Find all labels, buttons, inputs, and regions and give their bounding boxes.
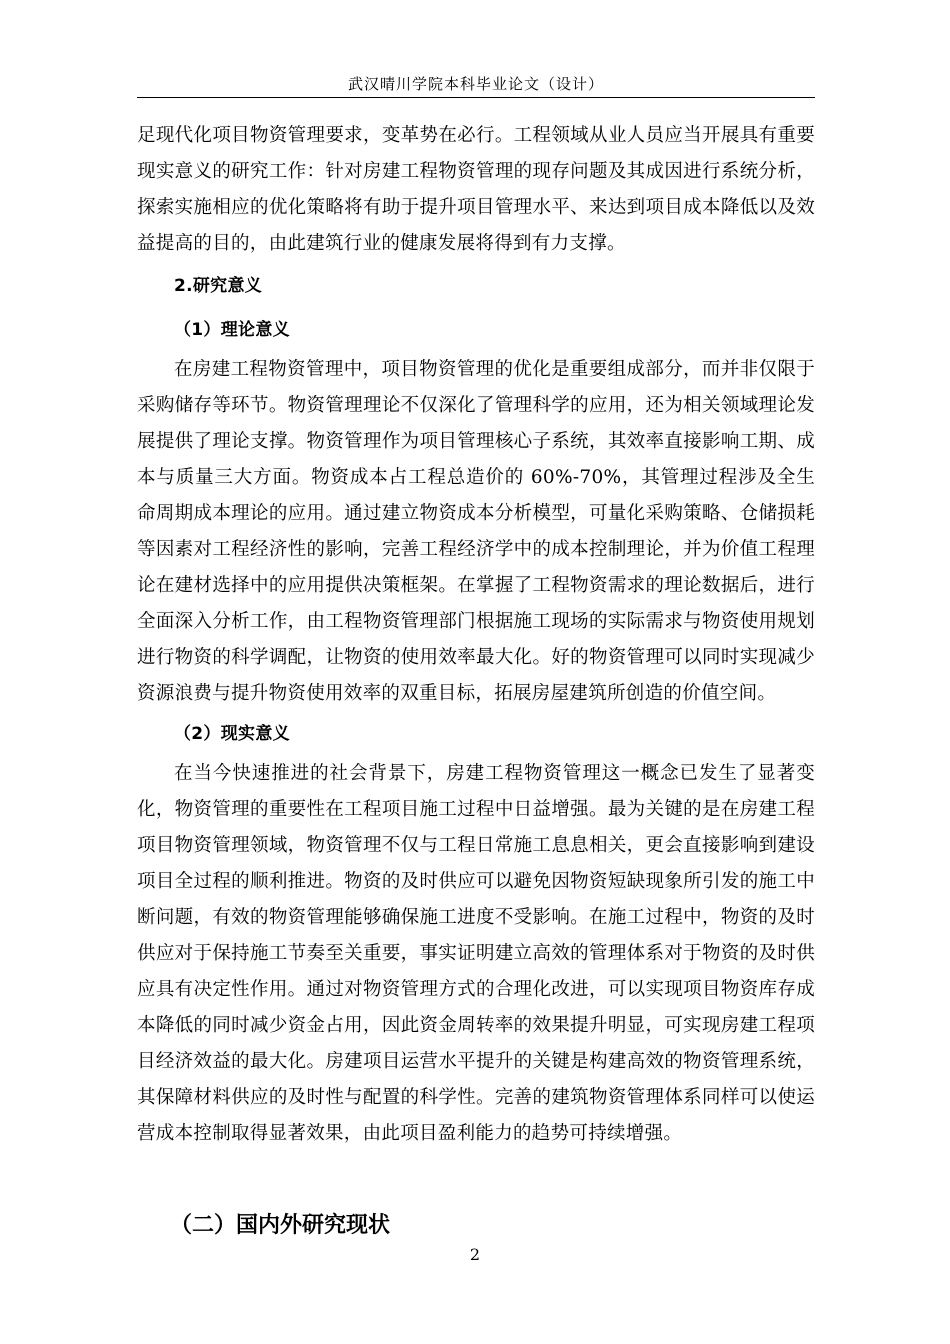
heading-practical-significance: （2）现实意义: [174, 724, 290, 744]
heading-research-significance: 2.研究意义: [174, 276, 263, 296]
paragraph-practice: 在当今快速推进的社会背景下，房建工程物资管理这一概念已发生了显著变化，物资管理的重要性在工程项目施工过程中日益增强。最为关键的是在房建工程项目物资管理领域，物资管理不仅与工程日常施工息息相关，更会直接影响到建设项目全过程的顺利推进。物资的及时供应可以避免因物资短缺现象所引发的施工中断问题，有效的物资管理能够确保施工进度不受影响。在施工过程中，物资的及时供应对于保持施工节奏至关重要，事实证明建立高效的管理体系对于物资的及时供应具有决定性作用。通过对物资管理方式的合理化改进，可以实现项目物资库存成本降低的同时减少资金占用，因此资金周转率的效果提升明显，可实现房建工程项目经济效益的最大化。房建项目运营水平提升的关键是构建高效的物资管理系统，其保障材料供应的及时性与配置的科学性。完善的建筑物资管理体系同样可以使运营成本控制取得显著效果，由此项目盈利能力的趋势可持续增强。: [137, 763, 815, 1144]
header-rule: [137, 97, 815, 98]
body-text: [137, 118, 815, 1152]
heading-theory-significance: （1）理论意义: [174, 320, 290, 340]
running-header: 武汉晴川学院本科毕业论文（设计）: [347, 75, 604, 93]
paragraph-intro-continuation: 足现代化项目物资管理要求，变革势在必行。工程领域从业人员应当开展具有重要现实意义的研究工作：针对房建工程物资管理的现存问题及其成因进行系统分析，探索实施相应的优化策略将有助于提升项目管理水平、来达到项目成本降低以及效益提高的目的，由此建筑行业的健康发展将得到有力支撑。: [137, 125, 815, 254]
heading-research-status: （二）国内外研究现状: [170, 1213, 391, 1238]
paragraph-theory: 在房建工程物资管理中，项目物资管理的优化是重要组成部分，而并非仅限于采购储存等环节。物资管理理论不仅深化了管理科学的应用，还为相关领域理论发展提供了理论支撑。物资管理作为项目管理核心子系统，其效率直接影响工期、成本与质量三大方面。物资成本占工程总造价的 60%-70%，其管理过程涉及全生命周期成本理论的应用。通过建立物资成本分析模型，可量化采购策略、仓储损耗等因素对工程经济性的影响，完善工程经济学中的成本控制理论，并为价值工程理论在建材选择中的应用提供决策框架。在掌握了工程物资需求的理论数据后，进行全面深入分析工作，由工程物资管理部门根据施工现场的实际需求与物资使用规划进行物资的科学调配，让物资的使用效率最大化。好的物资管理可以同时实现减少资源浪费与提升物资使用效率的双重目标，拓展房屋建筑所创造的价值空间。: [137, 359, 815, 704]
page-number: 2: [469, 1245, 481, 1264]
